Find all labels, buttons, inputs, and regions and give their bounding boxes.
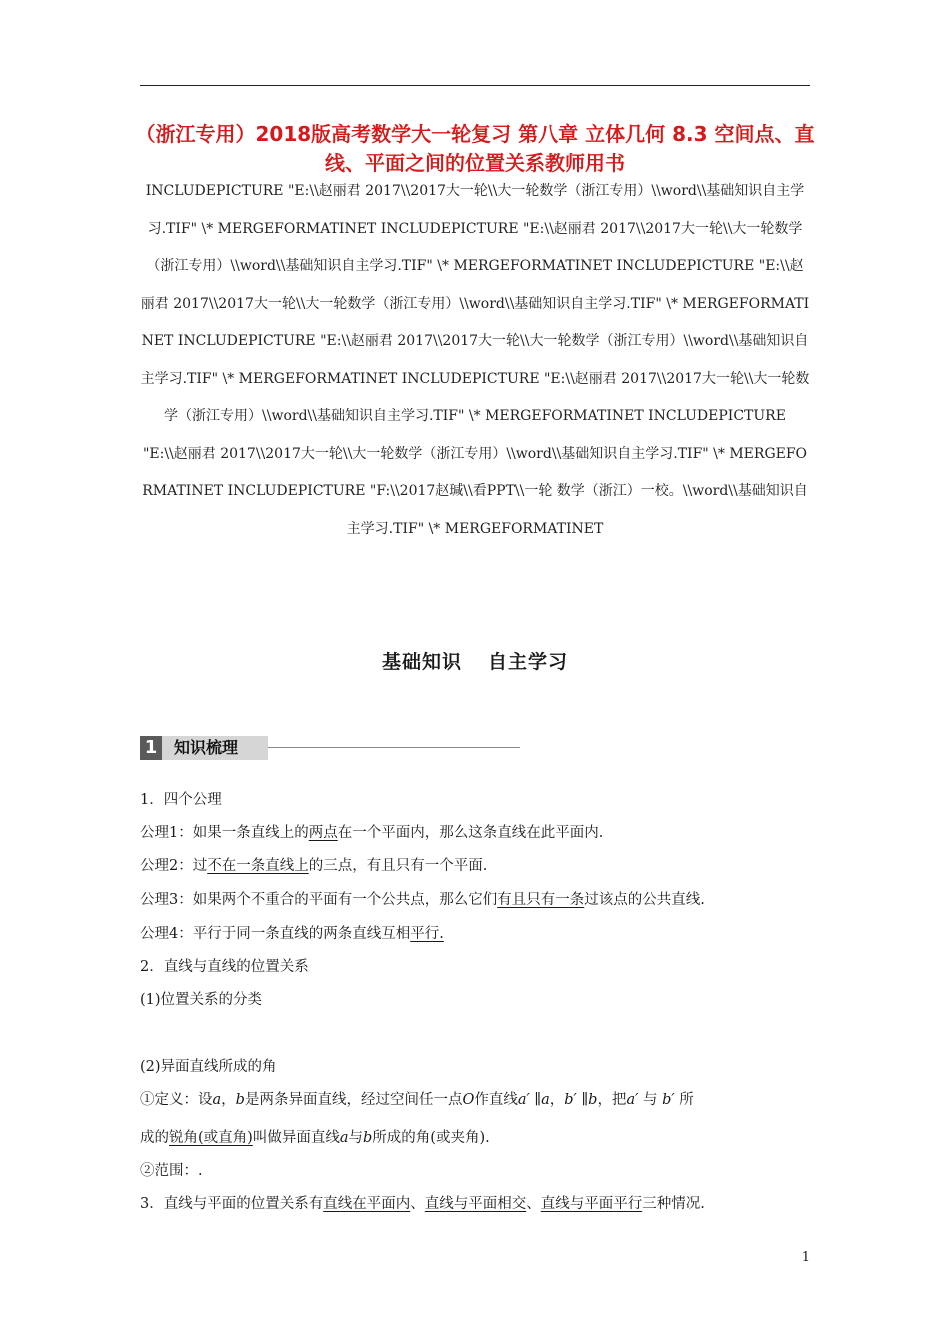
item-2-1: (1)位置关系的分类 xyxy=(140,992,263,1008)
definition-line-2: 成的锐角(或直角)叫做异面直线a与b所成的角(或夹角). xyxy=(140,1130,490,1146)
item-2-heading: 2．直线与直线的位置关系 xyxy=(140,959,309,975)
section-heading-left: 基础知识 xyxy=(381,651,462,673)
range-line: ②范围：. xyxy=(140,1163,203,1179)
definition-line-1: ①定义：设a，b是两条异面直线，经过空间任一点O作直线a′ ∥a，b′ ∥b，把a′ 与 b′ 所 xyxy=(140,1092,694,1108)
axiom-2: 公理2：过不在一条直线上的三点，有且只有一个平面. xyxy=(140,858,488,874)
item-1-heading: 1．四个公理 xyxy=(140,792,222,808)
field-code-text: INCLUDEPICTURE "E:\\赵丽君 2017\\2017大一轮\\大一轮数学（浙江专用）\\word\\基础知识自主学习.TIF" \* MERGEFORMATINET INCLUDEPICTURE "E:\\赵丽君 2017\\2017大一轮\\大一轮数学（浙江专用）\\word\\基础知识自主学习.TIF" \* MERGEFORMATINET INCLUDEPICTURE "E:\\赵丽君 2017\\2017大一轮\\大一轮数学（浙江专用）\\word\\基础知识自主学习.TIF" \* MERGEFORMATINET INCLUDEPICTURE "E:\\赵丽君 2017\\2017大一轮\\大一轮数学（浙江专用）\\word\\基础知识自主学习.TIF" \* MERGEFORMATINET INCLUDEPICTURE "E:\\赵丽君 2017\\2017大一轮\\大一轮数学（浙江专用）\\word\\基础知识自主学习.TIF" \* MERGEFORMATINET INCLUDEPICTURE "E:\\赵丽君 2017\\2017大一轮\\大一轮数学（浙江专用）\\word\\基础知识自主学习.TIF" \* MERGEFORMATINET INCLUDEPICTURE "F:\\2017赵瑊\\看PPT\\一轮 数学（浙江）一校。\\word\\基础知识自主学习.TIF" \* MERGEFORMATINET xyxy=(140,183,810,537)
axiom-4: 公理4：平行于同一条直线的两条直线互相平行. xyxy=(140,926,444,942)
axiom-3: 公理3：如果两个不重合的平面有一个公共点，那么它们有且只有一条过该点的公共直线. xyxy=(140,892,705,908)
header-rule xyxy=(140,85,810,86)
banner-rule xyxy=(268,747,520,748)
section-heading-right: 自主学习 xyxy=(488,651,569,673)
knowledge-banner xyxy=(140,736,520,760)
banner-number: 1 xyxy=(140,736,162,760)
banner-label: 知识梳理 xyxy=(162,736,268,760)
section-heading xyxy=(140,647,810,674)
item-2-2: (2)异面直线所成的角 xyxy=(140,1059,277,1075)
page-number: 1 xyxy=(801,1250,810,1265)
document-title: （浙江专用）2018版高考数学大一轮复习 第八章 立体几何 8.3 空间点、直线、平面之间的位置关系教师用书 xyxy=(135,122,815,175)
item-3: 3．直线与平面的位置关系有直线在平面内、直线与平面相交、直线与平面平行三种情况. xyxy=(140,1196,705,1212)
axiom-1: 公理1：如果一条直线上的两点在一个平面内，那么这条直线在此平面内. xyxy=(140,825,604,841)
